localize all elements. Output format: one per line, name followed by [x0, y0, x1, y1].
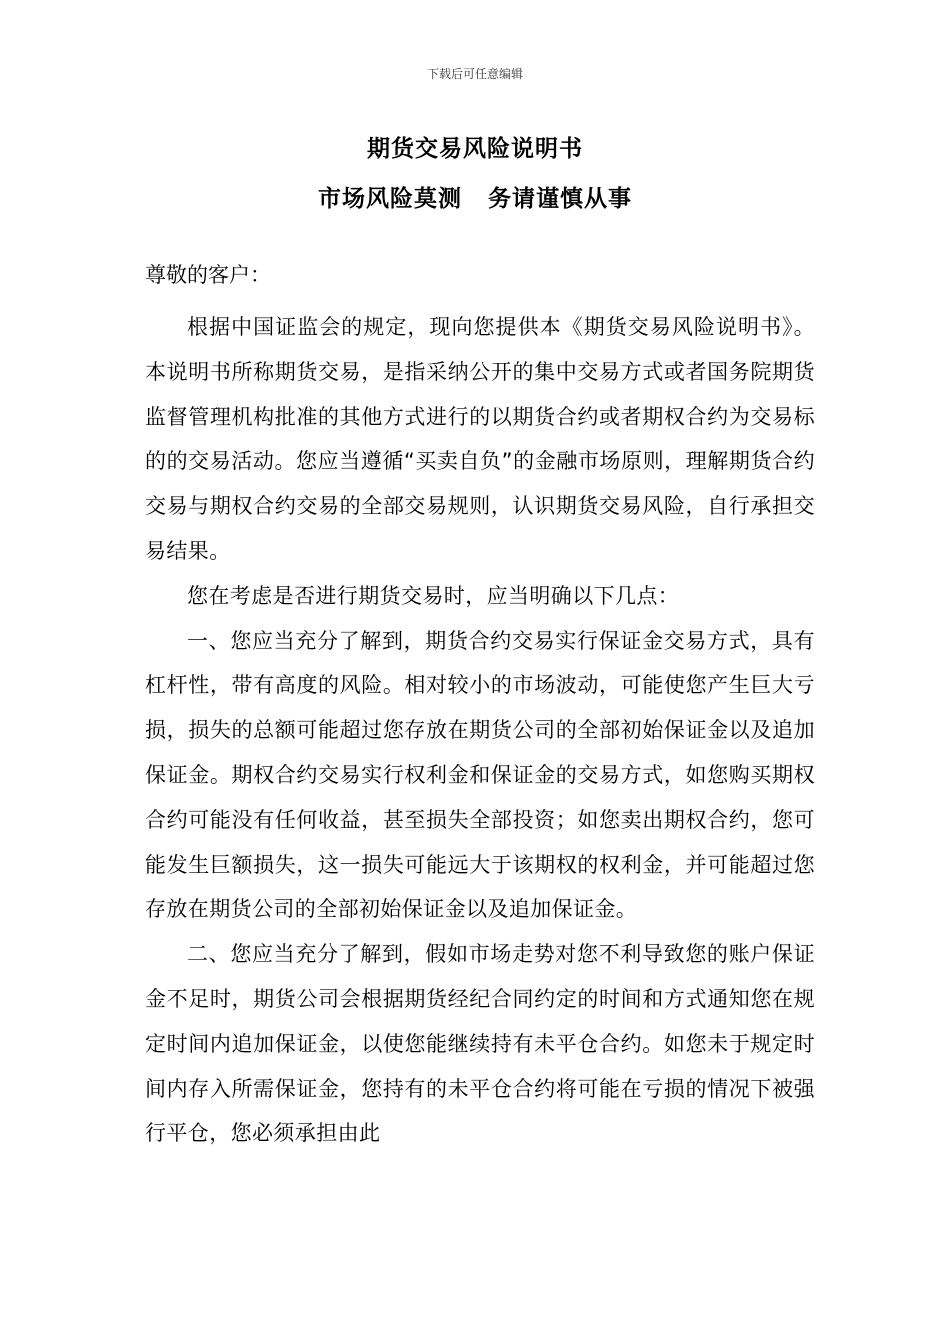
- paragraph-intro: 根据中国证监会的规定，现向您提供本《期货交易风险说明书》。本说明书所称期货交易，是指采纳公开的集中交易方式或者国务院期货监督管理机构批准的其他方式进行的以期货合约或者期权合约为交易标的的交易活动。您应当遵循“买卖自负”的金融市场原则，理解期货合约交易与期权合约交易的全部交易规则，认识期货交易风险，自行承担交易结果。: [145, 315, 815, 563]
- document-subtitle: [0, 184, 950, 214]
- paragraph-points-lead: 您在考虑是否进行期货交易时，应当明确以下几点：: [187, 583, 680, 608]
- paragraph-point-2: 二、您应当充分了解到，假如市场走势对您不利导致您的账户保证金不足时，期货公司会根据期货经纪合同约定的时间和方式通知您在规定时间内追加保证金，以使您能继续持有未平仓合约。如您未于规定时间内存入所需保证金，您持有的未平仓合约将可能在亏损的情况下被强行平仓，您必须承担由此: [145, 942, 815, 1146]
- body-text: [145, 305, 815, 1156]
- subtitle-right: 务请谨慎从事: [488, 186, 632, 212]
- document-title: 期货交易风险说明书: [367, 136, 583, 162]
- subtitle-left: 市场风险莫测: [318, 186, 462, 212]
- header-note: 下载后可任意编辑: [426, 67, 523, 81]
- salutation: 尊敬的客户：: [145, 263, 271, 287]
- paragraph-point-1: 一、您应当充分了解到，期货合约交易实行保证金交易方式，具有杠杆性，带有高度的风险。相对较小的市场波动，可能使您产生巨大亏损，损失的总额可能超过您存放在期货公司的全部初始保证金以及追加保证金。期权合约交易实行权利金和保证金的交易方式，如您购买期权合约可能没有任何收益，甚至损失全部投资；如您卖出期权合约，您可能发生巨额损失，这一损失可能远大于该期权的权利金，并可能超过您存放在期货公司的全部初始保证金以及追加保证金。: [145, 628, 815, 922]
